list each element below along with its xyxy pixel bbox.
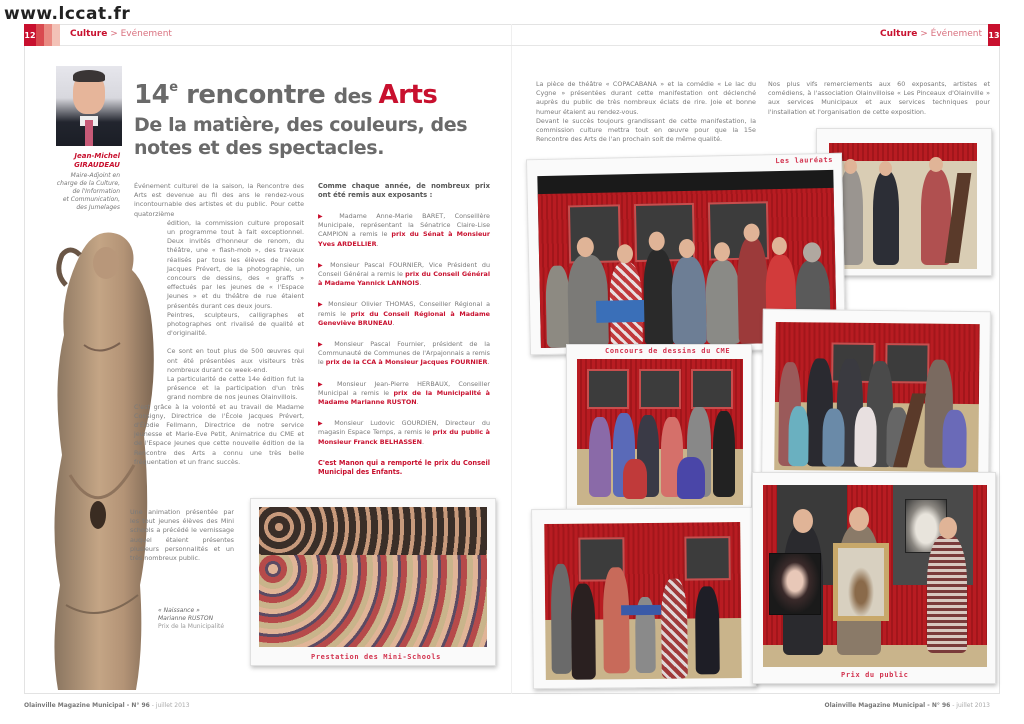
person-head — [929, 157, 943, 172]
title-accent: Arts — [378, 80, 438, 110]
exhibit-panel — [684, 536, 730, 580]
breadcrumb-section: Culture — [70, 29, 108, 39]
header-bar — [24, 24, 1000, 46]
prize-giver: Monsieur Pascal FOURNIER, Vice Président du Conseil Général a remis le — [318, 260, 490, 279]
person-head — [793, 509, 813, 533]
author-first-name: Jean-Michel — [74, 152, 120, 160]
person — [551, 564, 572, 674]
photo-caption: Concours de dessins du CME — [605, 347, 731, 355]
photo-frame-public-prize — [752, 472, 996, 684]
breadcrumb-separator: > — [107, 29, 121, 39]
punctuation: . — [487, 358, 490, 367]
article-column-3 — [536, 80, 756, 144]
footer-separator: - — [925, 702, 932, 709]
prize-winner: prix du Sénat à Monsieur Yves ARDELLIER — [318, 230, 490, 248]
prize-winner: prix du Conseil Régional à Madame Geneviève BRUNEAU — [318, 309, 490, 327]
child — [854, 407, 877, 467]
prize-giver: Madame Anne-Marie BARET, Conseillère Municipale, représentant la Sénatrice Claire-Lise CAMPION a remis le — [318, 212, 490, 239]
photo-public-prize — [763, 485, 987, 667]
exhibit-panel — [639, 369, 681, 409]
prize-giver: Monsieur Olivier THOMAS, Conseiller Régional a remis le — [318, 300, 490, 318]
photo-frame-ceremony — [761, 309, 991, 481]
prize-item — [318, 300, 490, 328]
footer-separator: - — [950, 702, 957, 709]
breadcrumb-subsection: Événement — [930, 29, 982, 39]
exhibit-panel — [568, 204, 621, 263]
punctuation: . — [416, 398, 419, 407]
author-role-line: charge de la Culture, — [56, 180, 120, 187]
prize-item — [318, 340, 490, 368]
header-stripes — [36, 24, 60, 46]
footer-issue: N° 96 — [931, 702, 951, 709]
article-column-1 — [134, 182, 304, 467]
page-number-right: 13 — [988, 24, 1000, 46]
artwork-award: Prix de la Municipalité — [158, 623, 225, 630]
prize-giver: Monsieur Jean-Pierre HERBAUX, Conseiller Municipal a remis le — [318, 379, 491, 397]
prize-winner: prix du Conseil Général à Madame Yannick LANNOIS — [318, 270, 491, 288]
footer-magazine: Olainville Magazine Municipal — [24, 702, 125, 709]
person — [705, 260, 741, 345]
footer-separator: - — [124, 702, 132, 709]
author-name — [40, 152, 120, 170]
paragraph: Événement culturel de la saison, la Rencontre des Arts est devenue au fil des ans le rendez-vous incontournable des artistes et du public. Pour cette quatorzième — [134, 182, 304, 218]
author-role-line: des Jumelages — [76, 204, 120, 211]
arrow-bullet-icon: ▶ — [318, 213, 340, 220]
title-number: 14 — [134, 80, 170, 110]
arrow-bullet-icon: ▶ — [318, 261, 331, 269]
photo-caption: Prix du public — [841, 671, 909, 679]
author-portrait — [56, 66, 122, 146]
children-group — [259, 555, 487, 647]
paragraph: édition, la commission culture proposait un programme tout à fait exceptionnel. Deux invités d'honneur de renom, du théâtre, une « flash-mob », des travaux réalisés par tous les élèves de l'école Jacques Prévert, de la photographie, un concours de dessins, des « graffs » effectués par les jeunes de « l'Espace Jeunes » et du théâtre de rue étaient présentés durant ces deux jours. — [167, 218, 304, 310]
title-ordinal: e — [169, 80, 178, 95]
portrait-hair — [73, 70, 105, 82]
hare-artwork-frame — [833, 543, 889, 621]
photo-frame-cme — [566, 344, 752, 510]
punctuation: . — [376, 239, 379, 248]
prize-item — [318, 419, 490, 447]
photo-frame-prize-handover — [531, 507, 757, 689]
prize-item — [318, 212, 490, 249]
photo-cme — [577, 359, 743, 505]
person — [873, 171, 899, 265]
portrait-tie — [85, 120, 93, 146]
child — [788, 406, 809, 466]
indented-text-block — [134, 219, 304, 403]
exhibit-panel — [885, 343, 929, 383]
person — [643, 249, 675, 346]
arrow-bullet-icon: ▶ — [318, 420, 335, 428]
paragraph: La pièce de théâtre « COPACABANA » et la comédie « Le lac du Cygne » présentées durant cette manifestation ont déclenché auprès du public de très nombreux éclats de rire. Joie et bonne humeur étaient au rendez-vous. — [536, 80, 756, 116]
photo-ceremony — [774, 322, 980, 472]
photo-caption: Les lauréats — [775, 155, 834, 166]
hare-artwork — [838, 548, 884, 616]
arrow-bullet-icon: ▶ — [318, 301, 329, 309]
breadcrumb-separator: > — [917, 29, 931, 39]
person — [623, 459, 647, 499]
prize-closing: C'est Manon qui a remporté le prix du Conseil Municipal des Enfants. — [318, 458, 490, 476]
arrow-bullet-icon: ▶ — [318, 380, 337, 388]
watermark: www.lccat.fr — [4, 4, 131, 24]
footer-separator: - — [149, 702, 156, 709]
paragraph: C'est grâce à la volonté et au travail de Madame Consigny, Directrice de l'École Jacques Prévert, d'Élodie Fellmann, Directrice de notre service jeunesse et Marie-Eve Petit, Animatrice du CME et de l'Espace Jeunes que cette nouvelle édition de la Rencontre des Arts a connu une très belle fréquentation et un franc succès. — [134, 402, 304, 466]
child — [942, 410, 967, 468]
person — [713, 411, 735, 497]
award-folder — [621, 605, 661, 615]
award-folder — [596, 300, 646, 323]
footer-magazine: Olainville Magazine Municipal — [824, 702, 926, 709]
crowd-background — [259, 507, 487, 557]
child — [695, 586, 720, 674]
person-head — [844, 159, 857, 174]
prize-winner: prix du public à Monsieur Franck BELHASSEN — [318, 428, 490, 446]
prize-item — [318, 380, 490, 408]
author-last-name: GIRAUDEAU — [74, 161, 120, 169]
title-word-small: des — [333, 84, 379, 108]
photo-prize-handover — [544, 522, 742, 680]
article-column-2 — [318, 182, 490, 477]
prize-list-intro: Comme chaque année, de nombreux prix ont été remis aux exposants : — [318, 182, 490, 199]
prize-giver: Monsieur Pascal Fournier, président de la Communauté de Communes de l'Arpajonnais a remis le — [318, 340, 490, 367]
paragraph: Devant le succès toujours grandissant de cette manifestation, la commission culture mettra tout en œuvre pour que la 15e Rencontre des Arts de l'an prochain soit de même qualité. — [536, 116, 756, 144]
article-column-1-continued — [130, 508, 234, 563]
person — [927, 535, 967, 653]
punctuation: . — [419, 279, 422, 288]
title-word: rencontre — [177, 80, 334, 110]
photo-officials — [829, 143, 977, 269]
paragraph: Une animation présentée par les tout jeunes élèves des Mini schools a précédé le vernissage auquel étaient présentes plusieurs personnalités et un très nombreux public. — [130, 508, 234, 563]
exhibit-panel — [691, 369, 733, 409]
photo-frame-minischools — [250, 498, 496, 666]
person — [545, 265, 571, 347]
paragraph: Ce sont en tout plus de 500 œuvres qui ont été présentées aux visiteurs très nombreux durant ce week-end. — [167, 347, 304, 374]
prize-giver: Monsieur Ludovic GOURDIEN, Directeur du magasin Espace Temps, a remis le — [318, 419, 490, 437]
stripe-1 — [36, 24, 44, 46]
breadcrumb-section: Culture — [880, 29, 918, 39]
punctuation: . — [422, 437, 425, 446]
exhibit-panel — [587, 369, 629, 409]
person — [589, 417, 611, 497]
person — [661, 579, 688, 679]
person — [571, 584, 596, 680]
person — [677, 457, 705, 499]
arrow-bullet-icon: ▶ — [318, 341, 335, 349]
artwork-artist: Marianne RUSTON — [158, 615, 214, 622]
article-subtitle: De la matière, des couleurs, des notes et des spectacles. — [134, 114, 468, 159]
breadcrumb-subsection: Evénement — [120, 29, 172, 39]
footer-date: juillet 2013 — [155, 702, 190, 709]
footer-left — [24, 702, 190, 709]
page-gutter — [511, 24, 512, 694]
punctuation: . — [392, 318, 395, 327]
author-role-line: et Communication, — [62, 196, 120, 203]
child — [822, 408, 845, 466]
paragraph: Peintres, sculpteurs, calligraphes et photographes ont rivalisé de qualité et d'originalité. — [167, 310, 304, 338]
prize-item — [318, 261, 490, 289]
stripe-2 — [44, 24, 52, 46]
article-column-4 — [768, 80, 990, 117]
person-head — [879, 161, 892, 176]
photo-minischools — [259, 507, 487, 647]
portrait-artwork — [769, 553, 821, 615]
person — [671, 257, 707, 346]
paragraph: La particularité de cette 14e édition fut la présence et la participation d'un très grand nombre de nos jeunes Olainvillois. — [167, 375, 304, 402]
article-title — [134, 80, 437, 110]
author-role-line: Maire-Adjoint en — [70, 172, 120, 179]
footer-right — [824, 702, 990, 709]
stripe-3 — [52, 24, 60, 46]
breadcrumb-right — [880, 29, 982, 39]
photo-caption: Prestation des Mini-Schools — [311, 653, 441, 661]
artwork-title: « Naissance » — [158, 607, 200, 614]
person-head — [849, 507, 869, 531]
breadcrumb-left — [70, 29, 172, 39]
person — [603, 567, 630, 673]
footer-issue: N° 96 — [131, 702, 150, 709]
author-role-line: de l'Information — [72, 188, 120, 195]
prize-winner: prix de la Municipalité à Madame Marianne RUSTON — [318, 388, 490, 407]
page-number-left: 12 — [24, 24, 36, 46]
sculpture-caption — [158, 607, 224, 631]
person-head — [939, 517, 957, 539]
prize-winner: prix de la CCA à Monsieur Jacques FOURNIER — [325, 358, 488, 367]
footer-date: juillet 2013 — [956, 702, 990, 709]
author-role — [36, 172, 120, 212]
paragraph: Nos plus vifs remerciements aux 60 exposants, artistes et comédiens, à l'association Olainvilloise « Les Pinceaux d'Olainville » aux services Municipaux et aux services techniques pour l'installation et l'organisation de cette exposition. — [768, 80, 990, 116]
